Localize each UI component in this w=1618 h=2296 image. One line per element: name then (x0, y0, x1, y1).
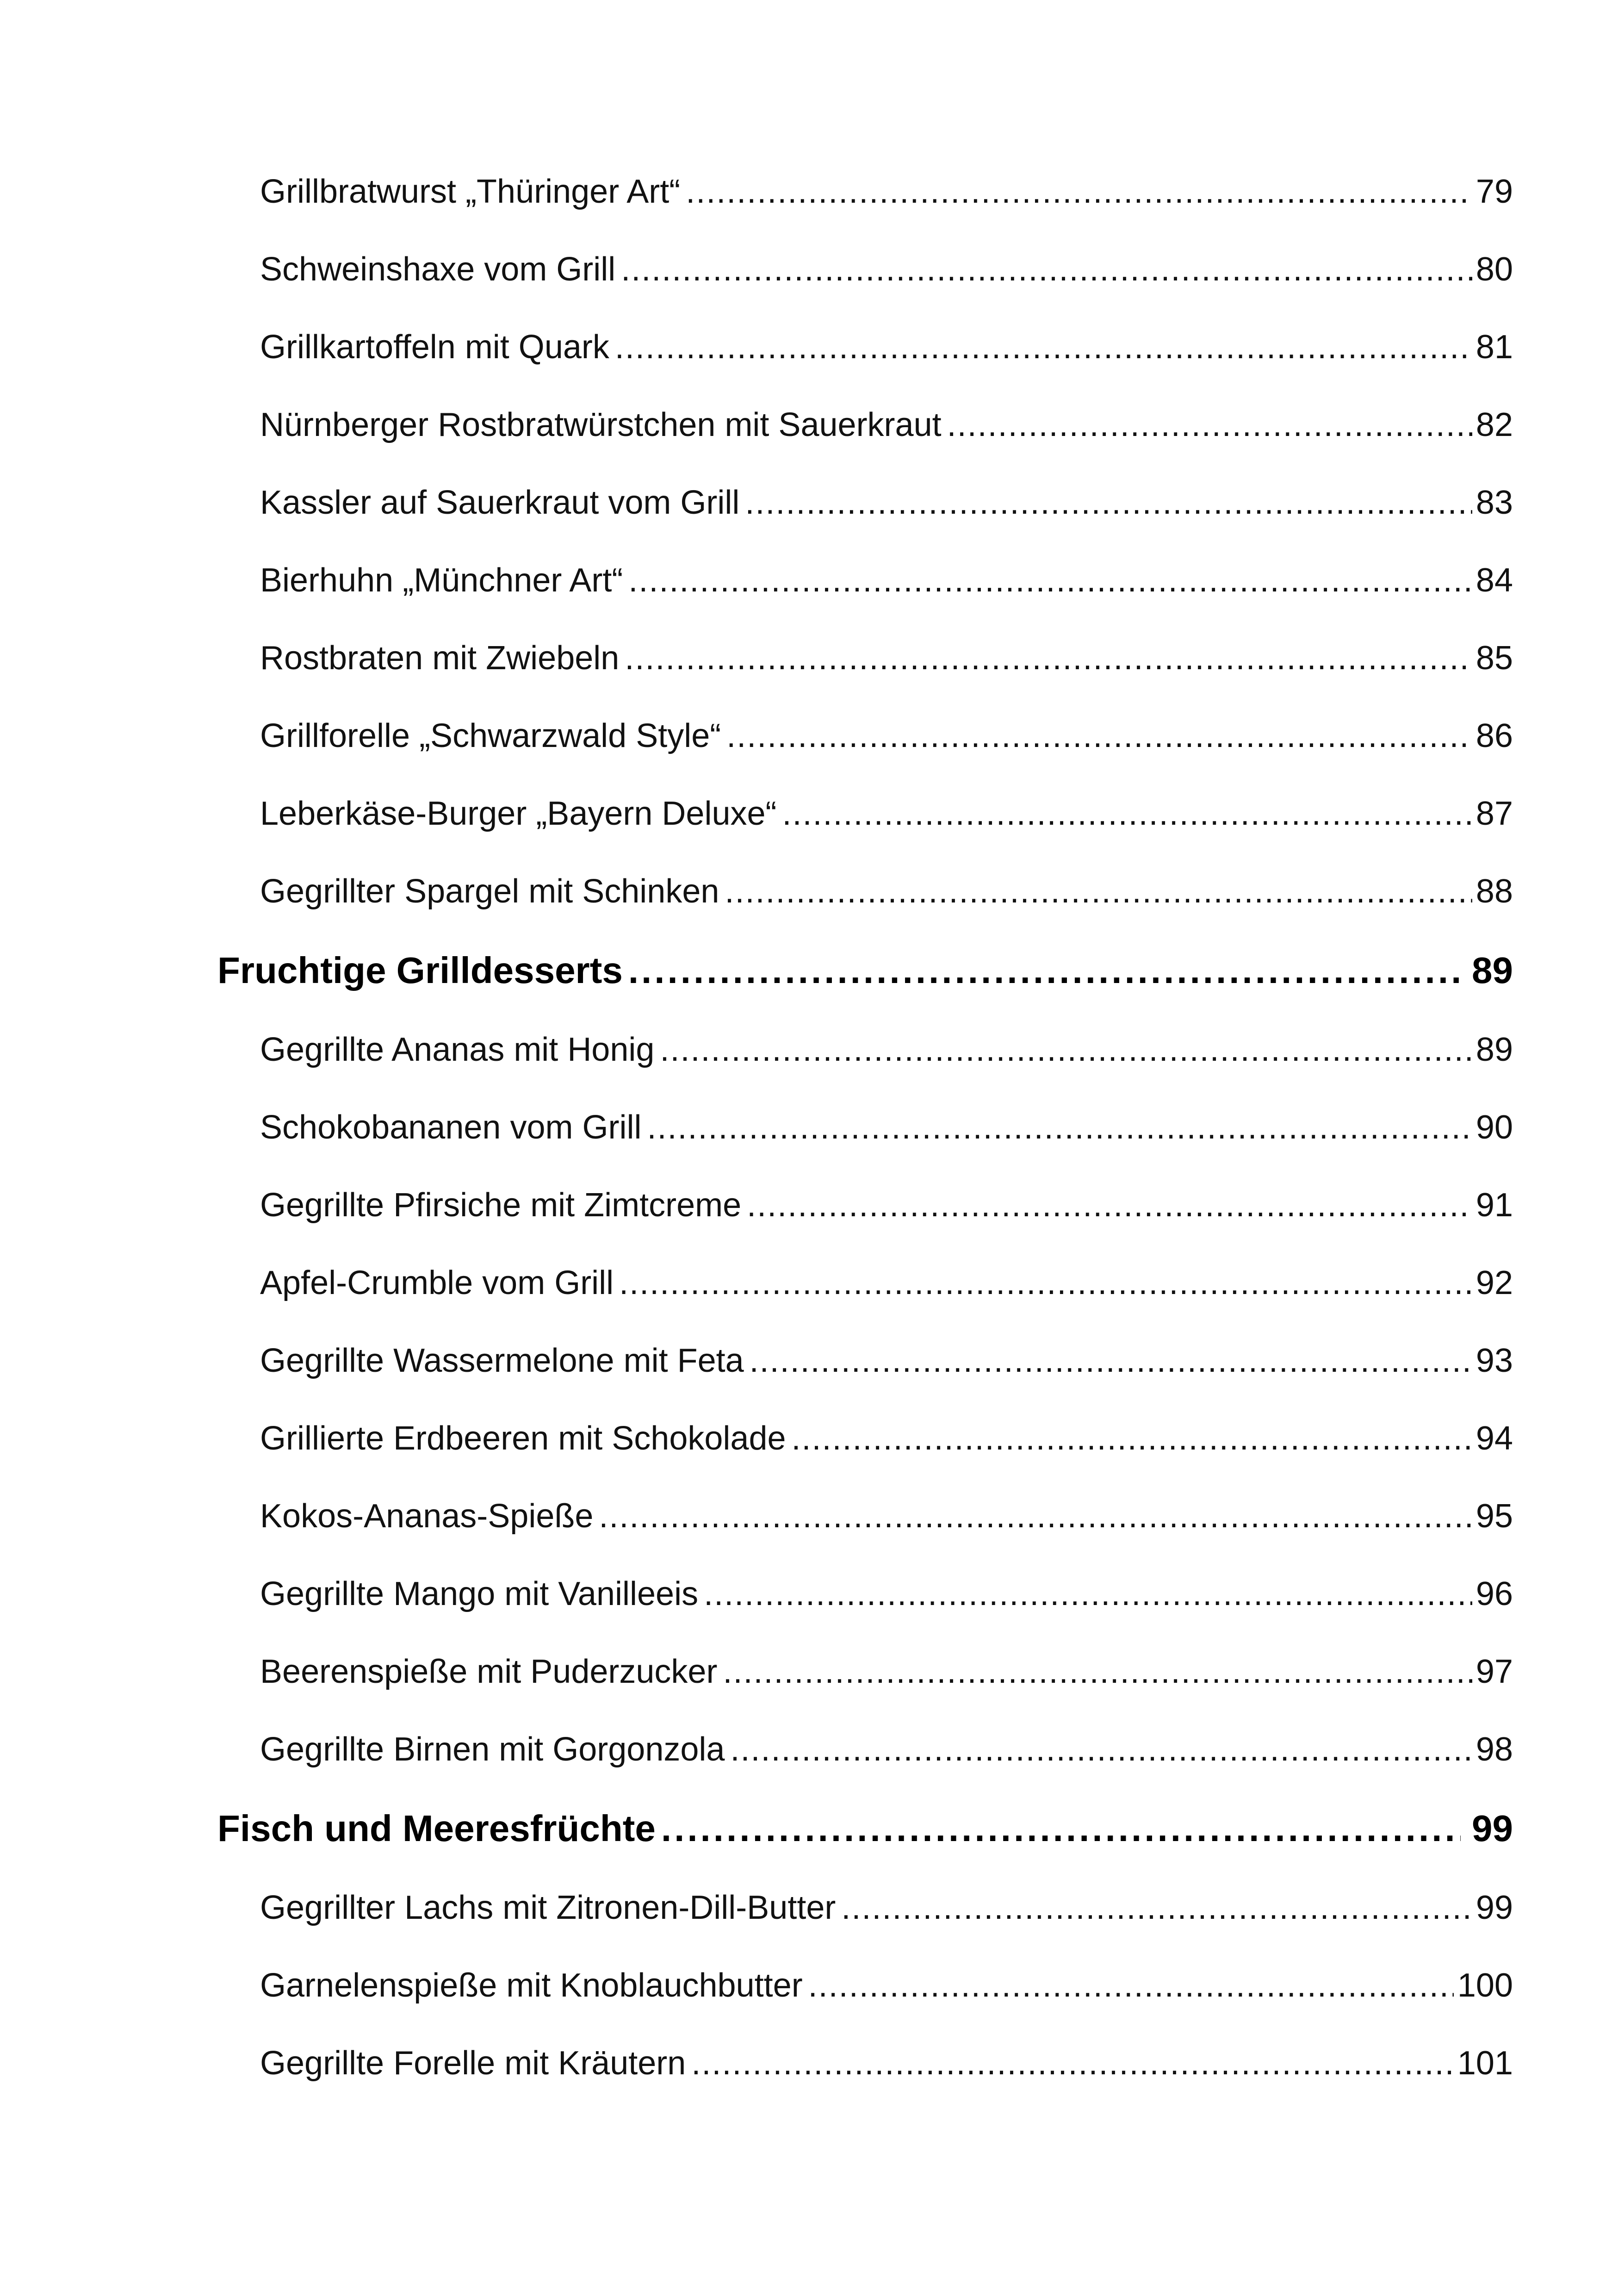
toc-entry[interactable] (217, 153, 1513, 230)
toc-entry-page-number: 93 (1475, 1342, 1513, 1379)
toc-entry-page-number: 83 (1475, 484, 1513, 521)
toc-entry[interactable] (217, 1477, 1513, 1555)
toc-entry[interactable] (217, 1869, 1513, 1947)
toc-entry[interactable] (217, 1011, 1513, 1089)
toc-entry[interactable] (217, 1322, 1513, 1400)
dot-leader (619, 1244, 1472, 1322)
dot-leader (792, 1400, 1472, 1477)
toc-entry-title: Apfel-Crumble vom Grill (260, 1264, 614, 1301)
toc-entry[interactable] (217, 775, 1513, 852)
dot-leader (782, 775, 1472, 852)
toc-entry-title: Garnelenspieße mit Knoblauchbutter (260, 1967, 803, 2004)
table-of-contents (217, 153, 1513, 2102)
toc-entry[interactable] (217, 697, 1513, 775)
dot-leader (726, 697, 1472, 775)
toc-entry-page-number: 91 (1475, 1187, 1513, 1224)
toc-entry-title: Bierhuhn „Münchner Art“ (260, 562, 623, 599)
toc-entry[interactable] (217, 1400, 1513, 1477)
toc-entry[interactable] (217, 1633, 1513, 1711)
toc-entry-page-number: 101 (1457, 2045, 1513, 2082)
toc-entry-page-number: 96 (1475, 1575, 1513, 1612)
toc-entry-page-number: 84 (1475, 562, 1513, 599)
toc-entry-title: Gegrillte Pfirsiche mit Zimtcreme (260, 1187, 742, 1224)
toc-entry-page-number: 88 (1475, 873, 1513, 910)
dot-leader (745, 464, 1472, 541)
dot-leader (661, 1788, 1461, 1869)
toc-entry[interactable] (217, 852, 1513, 930)
toc-section-page-number: 99 (1472, 1808, 1513, 1849)
dot-leader (747, 1166, 1472, 1244)
toc-entry-page-number: 82 (1475, 406, 1513, 443)
toc-entry-page-number: 79 (1475, 173, 1513, 210)
toc-entry-title: Nürnberger Rostbratwürstchen mit Sauerkraut (260, 406, 942, 443)
toc-entry[interactable] (217, 308, 1513, 386)
toc-entry-title: Schokobananen vom Grill (260, 1109, 642, 1146)
dot-leader (841, 1869, 1472, 1947)
toc-entry-page-number: 94 (1475, 1420, 1513, 1457)
toc-entry-page-number: 85 (1475, 640, 1513, 677)
toc-entry-page-number: 97 (1475, 1653, 1513, 1690)
toc-entry[interactable] (217, 1947, 1513, 2024)
dot-leader (615, 308, 1472, 386)
toc-entry-page-number: 92 (1475, 1264, 1513, 1301)
dot-leader (704, 1555, 1472, 1633)
toc-section-heading[interactable] (217, 930, 1513, 1011)
toc-entry[interactable] (217, 1166, 1513, 1244)
dot-leader (621, 230, 1472, 308)
toc-entry[interactable] (217, 1089, 1513, 1166)
dot-leader (723, 1633, 1472, 1711)
toc-entry-page-number: 100 (1457, 1967, 1513, 2004)
dot-leader (625, 619, 1472, 697)
dot-leader (628, 930, 1461, 1011)
toc-entry-page-number: 90 (1475, 1109, 1513, 1146)
toc-entry-title: Gegrillter Spargel mit Schinken (260, 873, 719, 910)
dot-leader (947, 386, 1472, 464)
toc-entry[interactable] (217, 1711, 1513, 1788)
dot-leader (647, 1089, 1472, 1166)
toc-entry[interactable] (217, 541, 1513, 619)
toc-section-title: Fisch und Meeresfrüchte (217, 1808, 656, 1849)
toc-entry-title: Leberkäse-Burger „Bayern Deluxe“ (260, 795, 777, 832)
toc-entry-title: Gegrillter Lachs mit Zitronen-Dill-Butter (260, 1889, 836, 1926)
toc-entry-title: Beerenspieße mit Puderzucker (260, 1653, 718, 1690)
toc-entry-page-number: 87 (1475, 795, 1513, 832)
toc-section-heading[interactable] (217, 1788, 1513, 1869)
toc-entry[interactable] (217, 2024, 1513, 2102)
toc-entry-page-number: 99 (1475, 1889, 1513, 1926)
toc-entry-title: Gegrillte Ananas mit Honig (260, 1031, 655, 1068)
toc-entry[interactable] (217, 464, 1513, 541)
dot-leader (599, 1477, 1472, 1555)
toc-entry-title: Kokos-Ananas-Spieße (260, 1498, 594, 1535)
dot-leader (660, 1011, 1472, 1089)
toc-entry[interactable] (217, 386, 1513, 464)
dot-leader (808, 1947, 1454, 2024)
toc-entry-title: Gegrillte Mango mit Vanilleeis (260, 1575, 699, 1612)
toc-entry-page-number: 89 (1475, 1031, 1513, 1068)
toc-entry-page-number: 80 (1475, 251, 1513, 288)
toc-entry-title: Kassler auf Sauerkraut vom Grill (260, 484, 740, 521)
toc-entry-page-number: 86 (1475, 717, 1513, 754)
toc-entry-title: Gegrillte Forelle mit Kräutern (260, 2045, 686, 2082)
toc-entry[interactable] (217, 1555, 1513, 1633)
dot-leader (628, 541, 1472, 619)
toc-entry[interactable] (217, 619, 1513, 697)
toc-entry-title: Grillbratwurst „Thüringer Art“ (260, 173, 681, 210)
toc-entry-title: Grillkartoffeln mit Quark (260, 329, 609, 366)
toc-entry-title: Gegrillte Birnen mit Gorgonzola (260, 1731, 725, 1768)
toc-section-page-number: 89 (1472, 950, 1513, 991)
dot-leader (725, 852, 1472, 930)
toc-entry[interactable] (217, 230, 1513, 308)
toc-entry-page-number: 98 (1475, 1731, 1513, 1768)
toc-section-title: Fruchtige Grilldesserts (217, 950, 623, 991)
toc-entry[interactable] (217, 1244, 1513, 1322)
toc-entry-page-number: 81 (1475, 329, 1513, 366)
toc-entry-title: Grillierte Erdbeeren mit Schokolade (260, 1420, 786, 1457)
toc-entry-title: Schweinshaxe vom Grill (260, 251, 616, 288)
toc-entry-title: Grillforelle „Schwarzwald Style“ (260, 717, 721, 754)
dot-leader (691, 2024, 1454, 2102)
toc-entry-page-number: 95 (1475, 1498, 1513, 1535)
toc-entry-title: Rostbraten mit Zwiebeln (260, 640, 620, 677)
dot-leader (686, 153, 1472, 230)
dot-leader (730, 1711, 1472, 1788)
toc-entry-title: Gegrillte Wassermelone mit Feta (260, 1342, 744, 1379)
dot-leader (750, 1322, 1472, 1400)
